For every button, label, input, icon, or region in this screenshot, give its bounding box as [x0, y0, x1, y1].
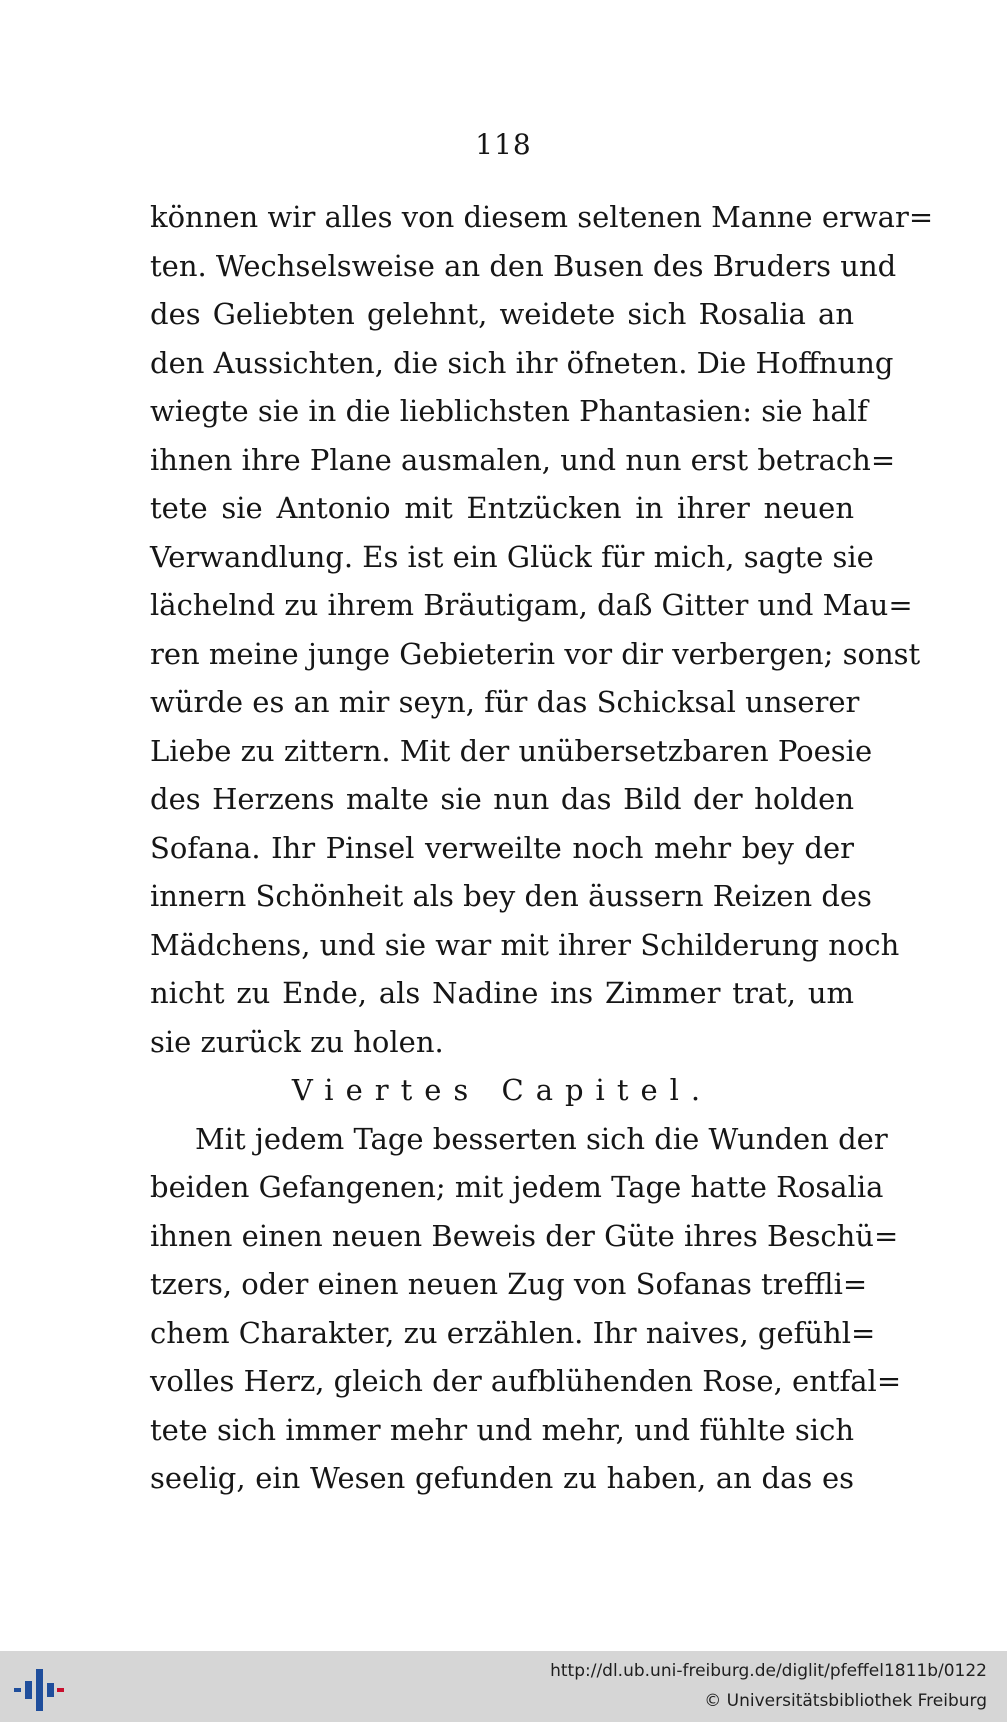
text-line: wiegte sie in die lieblichsten Phantasien: sie half	[150, 394, 868, 428]
page-number: 118	[475, 128, 532, 161]
text-line: ihnen ihre Plane ausmalen, und nun erst betrach=	[150, 442, 896, 477]
text-line: lächelnd zu ihrem Bräutigam, daß Gitter und Mau=	[150, 588, 913, 622]
footer-bar	[0, 1651, 1007, 1722]
text-line: tzers, oder einen neuen Zug von Sofanas treffli=	[150, 1267, 868, 1301]
footer-url-link[interactable]: http://dl.ub.uni-freiburg.de/diglit/pfeffel1811b/0122	[550, 1661, 987, 1681]
text-line: tete sich immer mehr und mehr, und fühlte sich	[150, 1412, 854, 1447]
text-line: können wir alles von diesem seltenen Manne erwar=	[150, 200, 934, 234]
text-line: ten. Wechselsweise an den Busen des Bruders und	[150, 248, 897, 283]
text-line: des Herzens malte sie nun das Bild der holden	[150, 782, 854, 816]
text-line: Verwandlung. Es ist ein Glück für mich, sagte sie	[150, 539, 874, 574]
text-line: seelig, ein Wesen gefunden zu haben, an das es	[150, 1461, 854, 1495]
text-line: Mit jedem Tage besserten sich die Wunden der	[195, 1121, 888, 1156]
text-line: würde es an mir seyn, für das Schicksal unserer	[150, 685, 860, 719]
text-line: des Geliebten gelehnt, weidete sich Rosalia an	[150, 297, 854, 331]
text-line: den Aussichten, die sich ihr öfneten. Die Hoffnung	[150, 345, 894, 380]
text-line: ihnen einen neuen Beweis der Güte ihres Beschü=	[150, 1218, 899, 1253]
text-line: tete sie Antonio mit Entzücken in ihrer neuen	[150, 491, 854, 525]
page-text	[150, 193, 934, 1503]
text-line: Sofana. Ihr Pinsel verweilte noch mehr bey der	[150, 830, 854, 865]
text-line: volles Herz, gleich der aufblühenden Rose, entfal=	[150, 1364, 902, 1398]
text-line: nicht zu Ende, als Nadine ins Zimmer trat, um	[150, 976, 854, 1010]
text-line: sie zurück zu holen.	[150, 1024, 444, 1059]
text-line: Liebe zu zittern. Mit der unübersetzbaren Poesie	[150, 733, 873, 768]
text-line: ren meine junge Gebieterin vor dir verbergen; sonst	[150, 636, 921, 671]
chapter-heading: Viertes Capitel.	[291, 1073, 713, 1107]
text-line: chem Charakter, zu erzählen. Ihr naives, gefühl=	[150, 1315, 876, 1350]
text-line: innern Schönheit als bey den äussern Reizen des	[150, 879, 872, 913]
footer-copyright: © Universitätsbibliothek Freiburg	[704, 1691, 987, 1711]
ub-freiburg-logo-icon	[14, 1669, 64, 1711]
text-line: beiden Gefangenen; mit jedem Tage hatte Rosalia	[150, 1170, 884, 1204]
text-line: Mädchens, und sie war mit ihrer Schilderung noch	[150, 927, 900, 962]
